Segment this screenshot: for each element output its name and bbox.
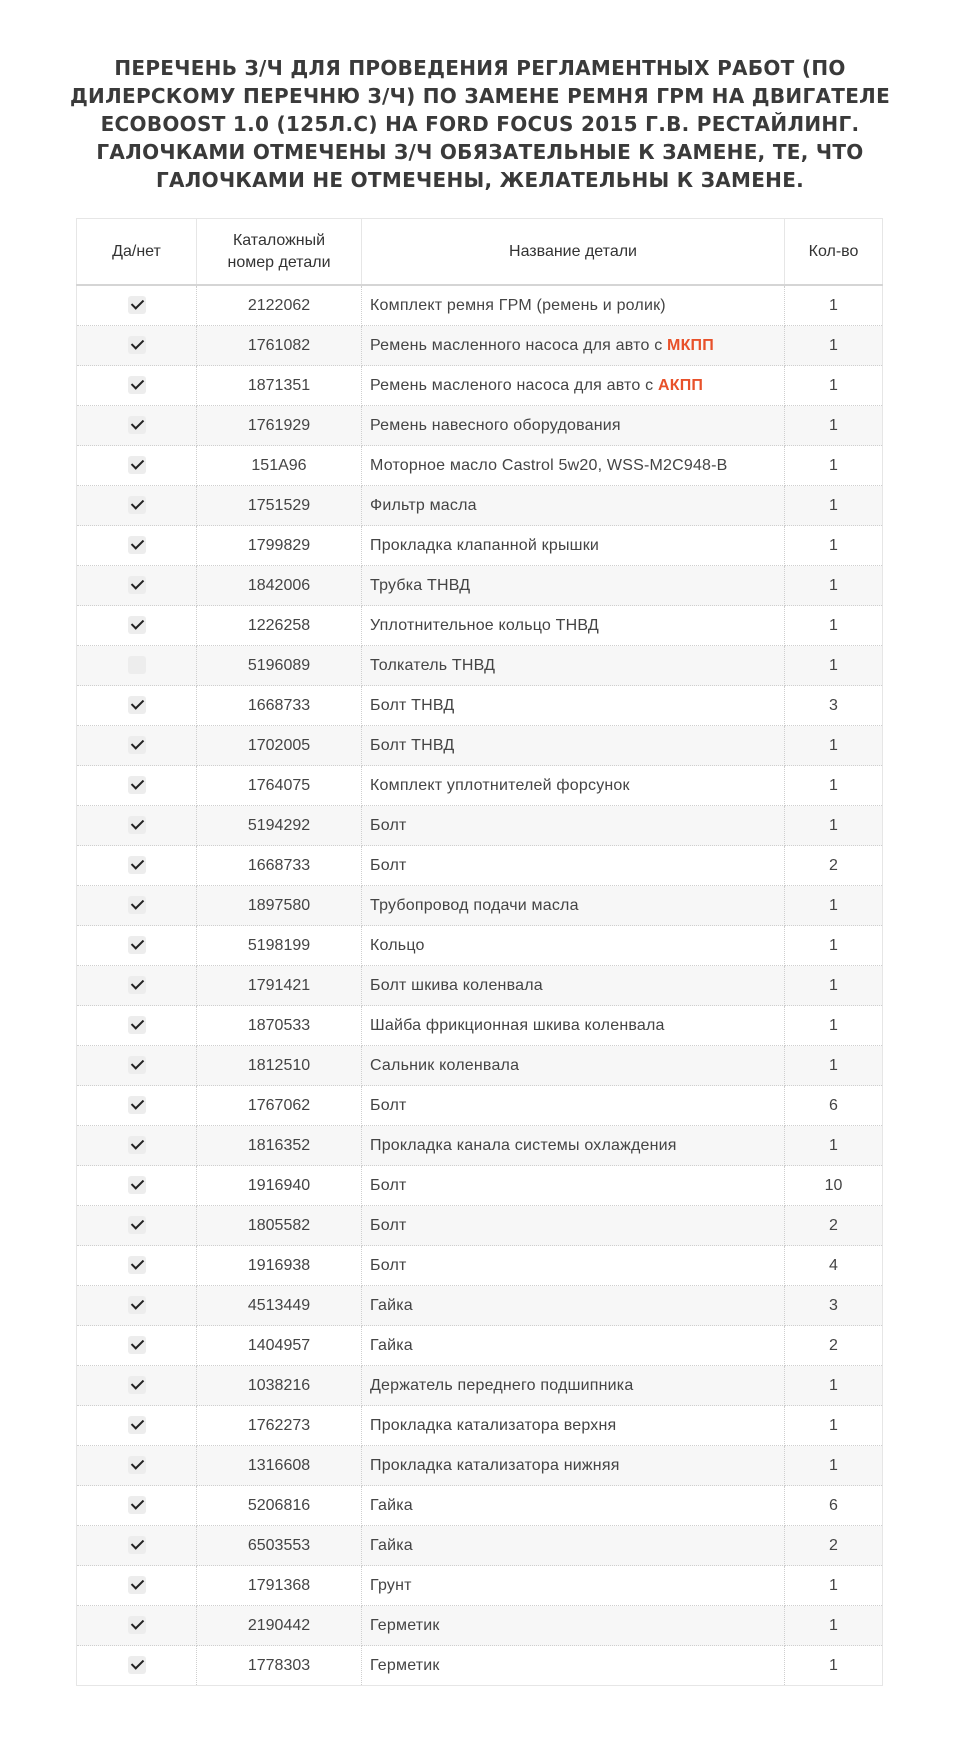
catalog-number: 2190442 [197,1606,362,1646]
part-name: Комплект уплотнителей форсунок [370,776,630,794]
quantity: 1 [785,285,883,326]
check-cell [77,686,197,726]
header-check: Да/нет [77,219,197,286]
part-name-cell [362,606,785,646]
table-row [77,1046,883,1086]
catalog-number: 1870533 [197,1006,362,1046]
part-name: Кольцо [370,936,425,954]
part-name: Трубопровод подачи масла [370,896,579,914]
catalog-number: 1762273 [197,1406,362,1446]
check-cell [77,726,197,766]
part-name-cell [362,486,785,526]
part-name: Гайка [370,1336,413,1354]
checkmark-icon[interactable] [128,1096,146,1114]
quantity: 2 [785,1526,883,1566]
part-name: Трубка ТНВД [370,576,471,594]
catalog-number: 1791368 [197,1566,362,1606]
check-cell [77,285,197,326]
part-name-cell [362,1366,785,1406]
table-row [77,686,883,726]
part-name-cell [362,285,785,326]
part-name: Моторное масло Castrol 5w20, WSS-M2C948-B [370,456,728,474]
check-cell [77,886,197,926]
table-row [77,1286,883,1326]
part-name-cell [362,446,785,486]
quantity: 1 [785,726,883,766]
checkmark-icon[interactable] [128,1536,146,1554]
table-row [77,1126,883,1166]
table-row [77,886,883,926]
checkmark-icon[interactable] [128,896,146,914]
check-cell [77,1326,197,1366]
part-name: Держатель переднего подшипника [370,1376,634,1394]
catalog-number: 1404957 [197,1326,362,1366]
catalog-number: 1668733 [197,846,362,886]
checkmark-icon[interactable] [128,1296,146,1314]
check-cell [77,406,197,446]
catalog-number: 1799829 [197,526,362,566]
table-row [77,406,883,446]
part-name: Болт [370,1096,407,1114]
table-header-row [77,219,883,286]
check-cell [77,1246,197,1286]
checkmark-icon[interactable] [128,1256,146,1274]
check-cell [77,1086,197,1126]
catalog-number: 1791421 [197,966,362,1006]
catalog-number: 1226258 [197,606,362,646]
quantity: 2 [785,1326,883,1366]
catalog-number: 1316608 [197,1446,362,1486]
check-cell [77,446,197,486]
header-part-name: Название детали [362,219,785,286]
table-row [77,486,883,526]
checkmark-icon[interactable] [128,336,146,354]
part-name-cell [362,1406,785,1446]
table-row [77,1326,883,1366]
quantity: 4 [785,1246,883,1286]
part-name: Гайка [370,1496,413,1514]
check-cell [77,1446,197,1486]
part-name-cell [362,1006,785,1046]
table-row [77,326,883,366]
page-title: ПЕРЕЧЕНЬ З/Ч ДЛЯ ПРОВЕДЕНИЯ РЕГЛАМЕНТНЫХ РАБОТ (ПО ДИЛЕРСКОМУ ПЕРЕЧНЮ З/Ч) ПО ЗАМЕНЕ РЕМНЯ ГРМ НА ДВИГАТЕЛЕ ECOBOOST 1.0 (125Л.С) НА FORD FOCUS 2015 Г.В. РЕСТАЙЛИНГ. ГАЛОЧКАМИ ОТМЕЧЕНЫ З/Ч ОБЯЗАТЕЛЬНЫЕ К ЗАМЕНЕ, ТЕ, ЧТО ГАЛОЧКАМИ НЕ ОТМЕЧЕНЫ, ЖЕЛАТЕЛЬНЫ К ЗАМЕНЕ. [69,56,891,192]
checkmark-icon[interactable] [128,1136,146,1154]
catalog-number: 1038216 [197,1366,362,1406]
quantity: 1 [785,926,883,966]
catalog-number: 1805582 [197,1206,362,1246]
part-name-cell [362,1566,785,1606]
part-name: Фильтр масла [370,496,477,514]
part-name: Болт ТНВД [370,736,455,754]
part-name-cell [362,1086,785,1126]
check-cell [77,1566,197,1606]
checkmark-icon[interactable] [128,776,146,794]
part-name-cell [362,966,785,1006]
part-name: Уплотнительное кольцо ТНВД [370,616,599,634]
checkmark-icon[interactable] [128,416,146,434]
checkmark-icon[interactable] [128,296,146,314]
checkmark-icon[interactable] [128,1056,146,1074]
table-row [77,1246,883,1286]
check-cell [77,326,197,366]
check-cell [77,526,197,566]
catalog-number: 1761929 [197,406,362,446]
part-name-cell [362,1446,785,1486]
part-name-cell [362,406,785,446]
quantity: 1 [785,646,883,686]
part-name-cell [362,806,785,846]
table-row [77,526,883,566]
part-name: Прокладка катализатора нижняя [370,1456,620,1474]
quantity: 10 [785,1166,883,1206]
checkmark-icon[interactable] [128,1456,146,1474]
check-cell [77,606,197,646]
part-name: Болт [370,1256,407,1274]
checkmark-icon[interactable] [128,536,146,554]
table-row [77,1446,883,1486]
part-name-cell [362,566,785,606]
checkmark-icon[interactable] [128,456,146,474]
part-name-cell [362,1126,785,1166]
table-row [77,646,883,686]
quantity: 1 [785,766,883,806]
check-cell [77,1526,197,1566]
transmission-type-highlight: АКПП [658,376,704,394]
part-name-cell [362,1326,785,1366]
part-name-cell [362,1526,785,1566]
catalog-number: 1812510 [197,1046,362,1086]
checkmark-icon[interactable] [128,1416,146,1434]
table-body [77,285,883,1686]
check-cell [77,1646,197,1686]
part-name-cell [362,646,785,686]
part-name-cell [362,766,785,806]
catalog-number: 1751529 [197,486,362,526]
check-cell [77,1366,197,1406]
table-row [77,446,883,486]
quantity: 1 [785,806,883,846]
quantity: 1 [785,1406,883,1446]
part-name-cell [362,1166,785,1206]
part-name: Болт [370,816,407,834]
quantity: 1 [785,406,883,446]
part-name-cell [362,886,785,926]
check-cell [77,766,197,806]
part-name-cell [362,726,785,766]
header-catalog-line1: Каталожный [232,231,326,249]
table-row [77,966,883,1006]
part-name-cell [362,1286,785,1326]
checkmark-icon[interactable] [128,696,146,714]
quantity: 1 [785,1646,883,1686]
catalog-number: 1761082 [197,326,362,366]
part-name: Болт [370,1216,407,1234]
check-cell [77,486,197,526]
part-name: Прокладка катализатора верхня [370,1416,617,1434]
quantity: 1 [785,446,883,486]
part-name: Толкатель ТНВД [370,656,496,674]
quantity: 6 [785,1486,883,1526]
check-cell [77,1006,197,1046]
part-name-cell [362,1486,785,1526]
quantity: 2 [785,1206,883,1246]
check-cell [77,366,197,406]
table-row [77,846,883,886]
table-row [77,926,883,966]
part-name: Герметик [370,1616,440,1634]
catalog-number: 5194292 [197,806,362,846]
checkmark-icon[interactable] [128,576,146,594]
quantity: 1 [785,1006,883,1046]
part-name: Болт [370,1176,407,1194]
quantity: 1 [785,1046,883,1086]
checkmark-icon[interactable] [128,376,146,394]
part-name: Грунт [370,1576,412,1594]
catalog-number: 1871351 [197,366,362,406]
table-row [77,1166,883,1206]
catalog-number: 1764075 [197,766,362,806]
catalog-number: 1702005 [197,726,362,766]
quantity: 1 [785,366,883,406]
part-name-cell [362,1046,785,1086]
catalog-number: 1897580 [197,886,362,926]
catalog-number: 2122062 [197,285,362,326]
part-name-cell [362,926,785,966]
check-cell [77,1206,197,1246]
table-row [77,806,883,846]
quantity: 2 [785,846,883,886]
check-cell [77,1046,197,1086]
check-cell [77,966,197,1006]
parts-table [76,218,883,1686]
part-name: Болт шкива коленвала [370,976,543,994]
part-name-cell [362,366,785,406]
table-row [77,1606,883,1646]
part-name: Ремень навесного оборудования [370,416,621,434]
check-cell [77,806,197,846]
empty-checkbox-icon[interactable] [128,656,146,674]
catalog-number: 5196089 [197,646,362,686]
quantity: 1 [785,1366,883,1406]
table-row [77,606,883,646]
table-row [77,1406,883,1446]
check-cell [77,1286,197,1326]
quantity: 6 [785,1086,883,1126]
part-name-cell [362,846,785,886]
part-name-cell [362,326,785,366]
part-name: Сальник коленвала [370,1056,520,1074]
quantity: 1 [785,1566,883,1606]
catalog-number: 5198199 [197,926,362,966]
part-name-cell [362,526,785,566]
table-row [77,1566,883,1606]
part-name: Шайба фрикционная шкива коленвала [370,1016,665,1034]
header-catalog-line2: номер детали [227,253,331,271]
checkmark-icon[interactable] [128,1016,146,1034]
checkmark-icon[interactable] [128,1656,146,1674]
part-name-cell [362,1206,785,1246]
table-row [77,766,883,806]
check-cell [77,1166,197,1206]
table-row [77,566,883,606]
quantity: 1 [785,566,883,606]
transmission-type-highlight: МКПП [667,336,714,354]
quantity: 1 [785,886,883,926]
checkmark-icon[interactable] [128,496,146,514]
table-row [77,726,883,766]
catalog-number: 1842006 [197,566,362,606]
catalog-number: 6503553 [197,1526,362,1566]
checkmark-icon[interactable] [128,1216,146,1234]
checkmark-icon[interactable] [128,1176,146,1194]
part-name: Комплект ремня ГРМ (ремень и ролик) [370,296,666,314]
catalog-number: 1767062 [197,1086,362,1126]
check-cell [77,1486,197,1526]
table-row [77,1526,883,1566]
part-name: Гайка [370,1536,413,1554]
part-name-cell [362,1606,785,1646]
table-row [77,1006,883,1046]
catalog-number: 1916940 [197,1166,362,1206]
checkmark-icon[interactable] [128,816,146,834]
checkmark-icon[interactable] [128,936,146,954]
catalog-number: 1916938 [197,1246,362,1286]
catalog-number: 4513449 [197,1286,362,1326]
checkmark-icon[interactable] [128,1376,146,1394]
catalog-number: 151A96 [197,446,362,486]
quantity: 1 [785,1606,883,1646]
check-cell [77,1126,197,1166]
checkmark-icon[interactable] [128,856,146,874]
check-cell [77,926,197,966]
part-name: Ремень масленого насоса для авто с [370,376,658,394]
quantity: 1 [785,1126,883,1166]
part-name: Прокладка клапанной крышки [370,536,600,554]
table-row [77,366,883,406]
header-quantity: Кол-во [785,219,883,286]
quantity: 1 [785,1446,883,1486]
quantity: 3 [785,686,883,726]
part-name-cell [362,1246,785,1286]
catalog-number: 1778303 [197,1646,362,1686]
checkmark-icon[interactable] [128,736,146,754]
checkmark-icon[interactable] [128,1616,146,1634]
table-row [77,285,883,326]
part-name: Прокладка канала системы охлаждения [370,1136,677,1154]
table-row [77,1646,883,1686]
table-row [77,1486,883,1526]
check-cell [77,1606,197,1646]
check-cell [77,1406,197,1446]
quantity: 1 [785,606,883,646]
catalog-number: 1668733 [197,686,362,726]
checkmark-icon[interactable] [128,1336,146,1354]
part-name: Болт [370,856,407,874]
part-name-cell [362,686,785,726]
quantity: 1 [785,486,883,526]
checkmark-icon[interactable] [128,616,146,634]
checkmark-icon[interactable] [128,1576,146,1594]
check-cell [77,846,197,886]
part-name: Герметик [370,1656,440,1674]
quantity: 1 [785,526,883,566]
part-name: Гайка [370,1296,413,1314]
part-name: Болт ТНВД [370,696,455,714]
checkmark-icon[interactable] [128,976,146,994]
check-cell [77,646,197,686]
part-name: Ремень масленного насоса для авто с [370,336,668,354]
checkmark-icon[interactable] [128,1496,146,1514]
quantity: 1 [785,326,883,366]
table-row [77,1366,883,1406]
quantity: 3 [785,1286,883,1326]
quantity: 1 [785,966,883,1006]
part-name-cell [362,1646,785,1686]
catalog-number: 1816352 [197,1126,362,1166]
header-catalog-number [197,219,362,286]
table-row [77,1206,883,1246]
check-cell [77,566,197,606]
catalog-number: 5206816 [197,1486,362,1526]
table-row [77,1086,883,1126]
